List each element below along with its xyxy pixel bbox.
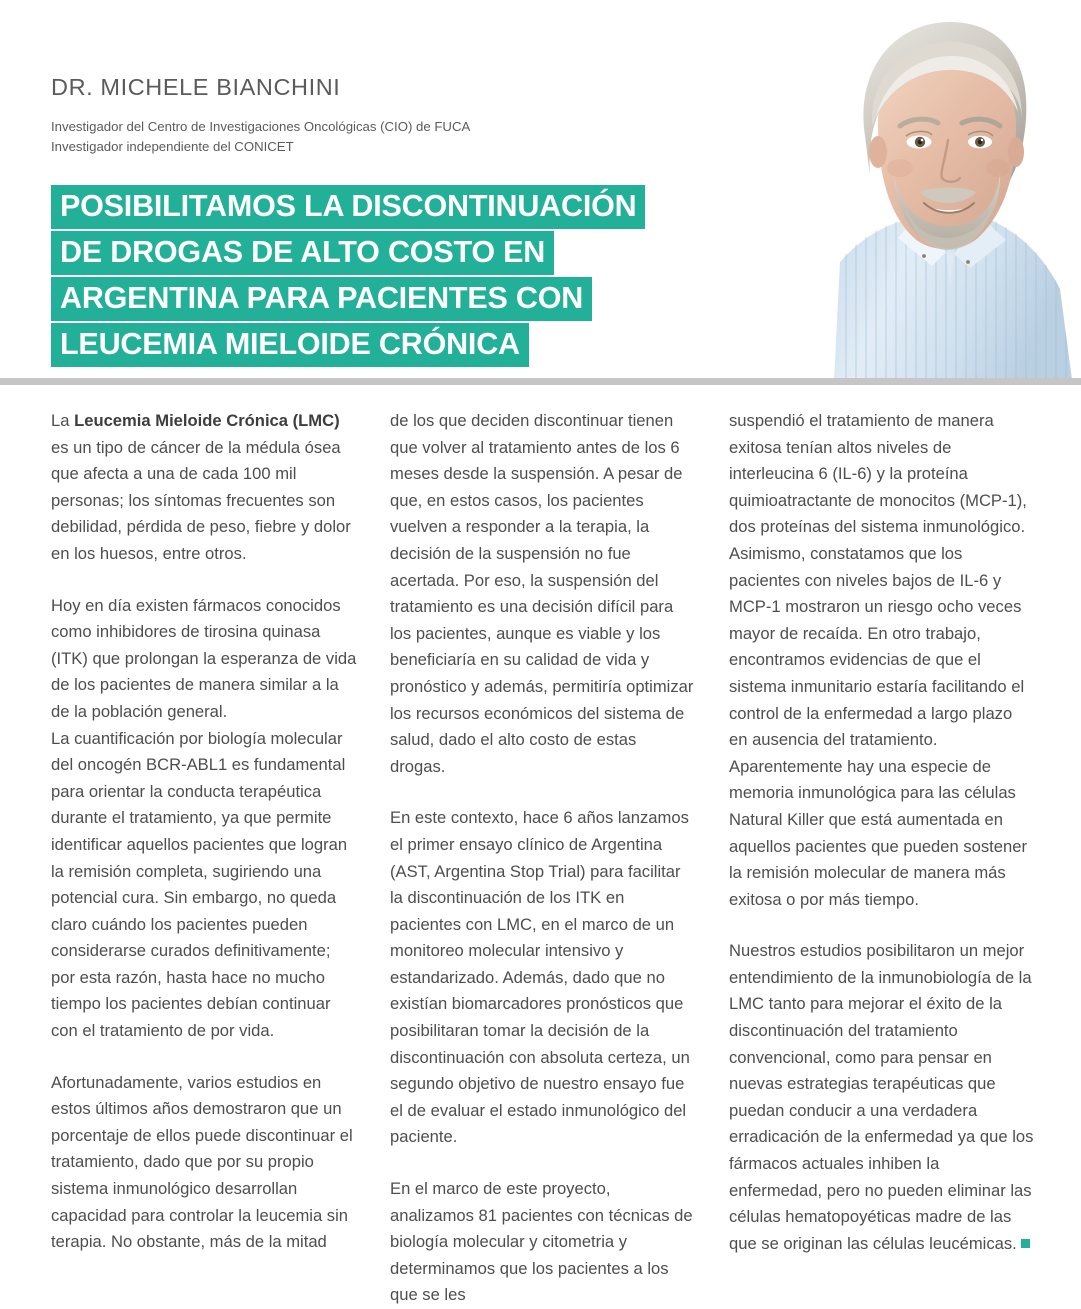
- body-paragraph: [729, 938, 1035, 1257]
- headline-line: POSIBILITAMOS LA DISCONTINUACIÓN: [51, 185, 645, 229]
- body-paragraph: [51, 593, 357, 1045]
- body-paragraph: [51, 408, 357, 568]
- article-body: [51, 408, 1037, 1309]
- affiliation-line-2: Investigador independiente del CONICET: [51, 138, 294, 154]
- body-paragraph: [51, 1070, 357, 1256]
- paragraph-text: suspendió el tratamiento de manera exitosa tenían altos niveles de interleucina 6 (IL-6) y la proteína quimioatractante de monocitos (MCP-1), dos proteínas del sistema inmunológico. Asimismo, constatamos que los pacientes con niveles bajos de IL-6 y MCP-1 mostraron un riesgo ocho veces mayor de recaída. En otro trabajo, encontramos evidencias de que el sistema inmunitario estaría facilitando el control de la enfermedad a largo plazo en ausencia del tratamiento. Aparentemente hay una especie de memoria inmunológica para las células Natural Killer que está aumentada en aquellos pacientes que pueden sostener la remisión molecular de manera más exitosa o por más tiempo.: [729, 411, 1027, 909]
- paragraph-text: es un tipo de cáncer de la médula ósea que afecta a una de cada 100 mil personas; los síntomas frecuentes son debilidad, pérdida de peso, fiebre y dolor en los huesos, entre otros.: [51, 437, 351, 563]
- section-divider: [0, 378, 1081, 385]
- paragraph-text: Hoy en día existen fármacos conocidos como inhibidores de tirosina quinasa (ITK) que prolongan la esperanza de vida de los pacientes de manera similar a la de la población general.: [51, 595, 357, 721]
- emphasis-term: Leucemia Mieloide Crónica (LMC): [74, 411, 340, 430]
- body-paragraph: [390, 805, 696, 1151]
- page-title: DR. MICHELE BIANCHINI: [51, 74, 341, 100]
- body-paragraph: [390, 1176, 696, 1309]
- text-column: [390, 408, 696, 1309]
- paragraph-text: de los que deciden discontinuar tienen que volver al tratamiento antes de los 6 meses desde la suspensión. A pesar de que, en estos casos, los pacientes vuelven a responder a la terapia, la decisión de la suspensión no fue acertada. Por eso, la suspensión del tratamiento es una decisión difícil para los pacientes, aunque es viable y los beneficiaría en su calidad de vida y pronóstico y además, permitiría optimizar los recursos económicos del sistema de salud, dado el alto costo de estas drogas.: [390, 411, 694, 776]
- author-affiliations: [51, 117, 470, 156]
- body-paragraph: [390, 408, 696, 780]
- paragraph-text: Nuestros estudios posibilitaron un mejor entendimiento de la inmunobiología de la LMC tanto para mejorar el éxito de la discontinuación del tratamiento convencional, como para pensar en nuevas estrategias terapéuticas que puedan conducir a una verdadera erradicación de la enfermedad ya que los fármacos actuales inhiben la enfermedad, pero no pueden eliminar las células hematopoyéticas madre de las que se originan las células leucémicas.: [729, 941, 1034, 1253]
- text-column: [51, 408, 357, 1309]
- headline-line: DE DROGAS DE ALTO COSTO EN: [51, 231, 554, 275]
- masthead: [0, 0, 1081, 378]
- paragraph-text: La cuantificación por biología molecular del oncogén BCR-ABL1 es fundamental para orientar la conducta terapéutica durante el tratamiento, ya que permite identificar aquellos pacientes que logran la remisión completa, sugiriendo una potencial cura. Sin embargo, no queda claro cuándo los pacientes pueden considerarse curados definitivamente; por esta razón, hasta hace no mucho tiempo los pacientes debían continuar con el tratamiento de por vida.: [51, 728, 348, 1041]
- headline-line: LEUCEMIA MIELOIDE CRÓNICA: [51, 323, 529, 367]
- paragraph-text: La: [51, 411, 75, 430]
- affiliation-line-1: Investigador del Centro de Investigaciones Oncológicas (CIO) de FUCA: [51, 119, 471, 134]
- headline-line: ARGENTINA PARA PACIENTES CON: [51, 277, 592, 321]
- body-paragraph: [729, 408, 1035, 913]
- paragraph-text: En el marco de este proyecto, analizamos 81 pacientes con técnicas de biología molecular y citometria y determinamos que los pacientes a los que se les: [390, 1179, 693, 1305]
- paragraph-text: En este contexto, hace 6 años lanzamos el primer ensayo clínico de Argentina (AST, Argentina Stop Trial) para facilitar la discontinuación de los ITK en pacientes con LMC, en el marco de un monitoreo molecular intensivo y estandarizado. Además, dado que no existían biomarcadores pronósticos que posibilitaran tomar la decisión de la discontinuación con absoluta certeza, un segundo objetivo de nuestro ensayo fue el de evaluar el estado inmunológico del paciente.: [390, 808, 690, 1147]
- article-headline: [51, 185, 871, 369]
- paragraph-text: Afortunadamente, varios estudios en estos últimos años demostraron que un porcentaje de ellos puede discontinuar el tratamiento, dado que por su propio sistema inmunológico desarrollan capacidad para controlar la leucemia sin terapia. No obstante, más de la mitad: [51, 1072, 353, 1252]
- text-column: [729, 408, 1035, 1309]
- article-end-mark: [1021, 1239, 1030, 1248]
